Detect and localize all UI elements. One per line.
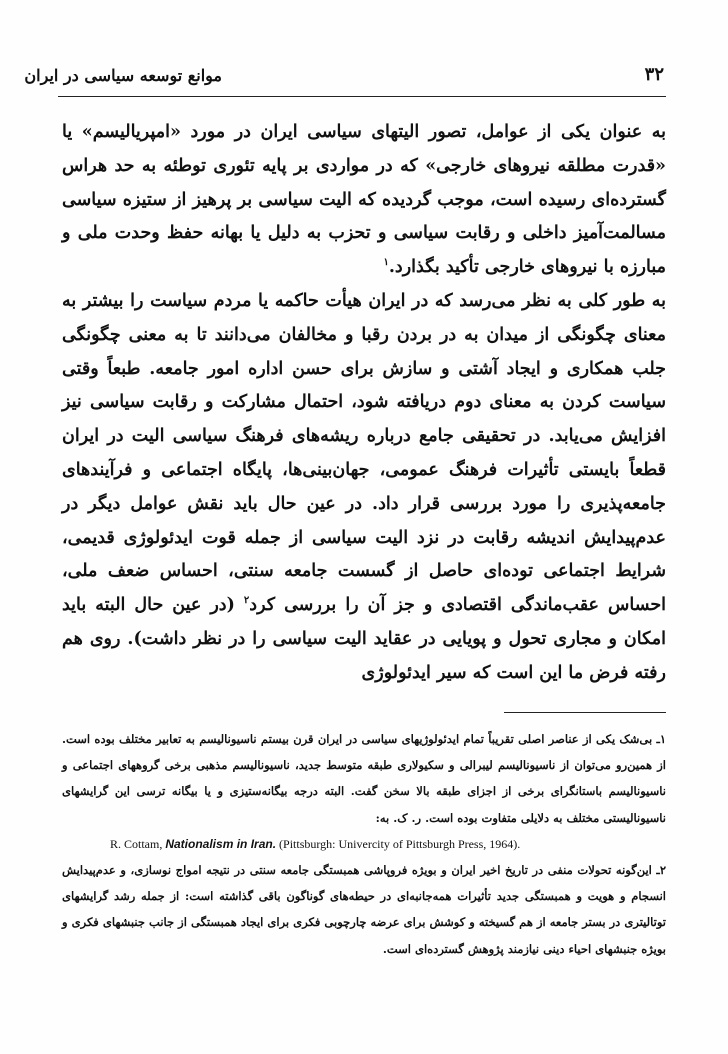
- paragraph-1-text: به عنوان یکی از عوامل، تصور الیتهای سیاسی ایران در مورد «امپریالیسم» یا «قدرت مطلقه نیروهای خارجی» که در مواردی بر پایه تئوری توطئه به حد هراس گسترده‌ای رسیده است، موجب گردیده که الیت سیاسی بر پرهیز از ستیزه سیاسی مسالمت‌آمیز داخلی و رقابت سیاسی و تحزب به دلیل یا بهانه حفظ وحدت ملی و مبارزه با نیروهای خارجی تأکید بگذارد.: [62, 122, 666, 278]
- page-header: [24, 62, 664, 96]
- citation-book-title: Nationalism in Iran.: [165, 836, 277, 851]
- paragraph-1: [62, 116, 666, 285]
- paragraph-2: [62, 285, 666, 691]
- paragraph-2-text-a: به طور کلی به نظر می‌رسد که در ایران هیأت حاکمه یا مردم سیاست را بیشتر به معنای چگونگی از میدان به در بردن رقبا و مخالفان می‌دانند تا به معنی چگونگی جلب همکاری و ایجاد آشتی و سازش برای حسن اداره امور جامعه. طبعاً وقتی سیاست کردن به معنای دوم دریافته شود، احتمال مشارکت و رقابت سیاسی نیز افزایش می‌یابد. در تحقیقی جامع درباره ریشه‌های فرهنگ سیاسی الیت در ایران قطعاً بایستی تأثیرات فرهنگ عمومی، جهان‌بینی‌ها، پایگاه اجتماعی و فرآیندهای جامعه‌پذیری را مورد بررسی قرار داد. در عین حال باید نقش عوامل دیگر در عدم‌پیدایش اندیشه رقابت در نزد الیت سیاسی از جمله قوت ایدئولوژی قدیمی، شرایط اجتماعی توده‌ای حاصل از گسست جامعه سنتی، احساس ضعف ملی، احساس عقب‌ماندگی اقتصادی و جز آن را بررسی کرد: [62, 290, 666, 616]
- citation-publisher: (Pittsburgh: Univercity of Pittsburgh Press, 1964).: [276, 836, 521, 851]
- footnote-1-citation: [62, 831, 666, 857]
- paragraph-2-text-b: (در عین حال البته باید امکان و مجاری تحول و پویایی در عقاید الیت سیاسی را در نظر داشت). روی هم رفته فرض ما این است که سیر ایدئولوژی: [62, 595, 666, 683]
- footnote-ref-1: ۱: [383, 257, 389, 269]
- footnotes: [62, 726, 666, 962]
- running-title: موانع توسعه سیاسی در ایران: [24, 66, 222, 85]
- footnote-1: ۱ـ بی‌شک یکی از عناصر اصلی تقریباً تمام ایدئولوژیهای سیاسی در ایران قرن بیستم ناسیونالیسم به تعابیر مختلف بوده است. از همین‌رو می‌توان از ناسیونالیسم لیبرالی و سکیولاری طبقه متوسط جدید، ناسیونالیسم مذهبی برخی گروههای اجتماعی و ناسیونالیسم باستانگرای برخی از اجزای طبقه بالا سخن گفت. البته درجه بیگانه‌ستیزی و یا بیگانه ترسی این گرایشهای ناسیونالیستی مختلف به دلایلی متفاوت بوده است. ر. ک. به:: [62, 732, 666, 825]
- citation-author: R. Cottam,: [110, 836, 166, 851]
- page-number: ۳۲: [644, 64, 664, 85]
- footnote-2: ۲ـ این‌گونه تحولات منفی در تاریخ اخیر ایران و بویژه فروپاشی همبستگی جامعه سنتی در نتیجه امواج نوسازی، و عدم‌پیدایش انسجام و هویت و همبستگی جدید تأثیرات همه‌جانبه‌ای در حیطه‌های گوناگون باقی گذاشته است: از جمله رشد گرایشهای توتالیتری در بستر جامعه از هم گسیخته و کوشش برای عرضه چارچوبی فکری برای ایجاد همبستگی از جانب جنبشهای فکری و بویژه جنبشهای احیاء دینی نیازمند پژوهش گسترده‌ای است.: [62, 863, 666, 956]
- footnote-ref-2: ۲: [243, 595, 250, 607]
- header-rule: [58, 96, 666, 97]
- body-text: [62, 116, 666, 691]
- footnote-rule: [504, 712, 666, 713]
